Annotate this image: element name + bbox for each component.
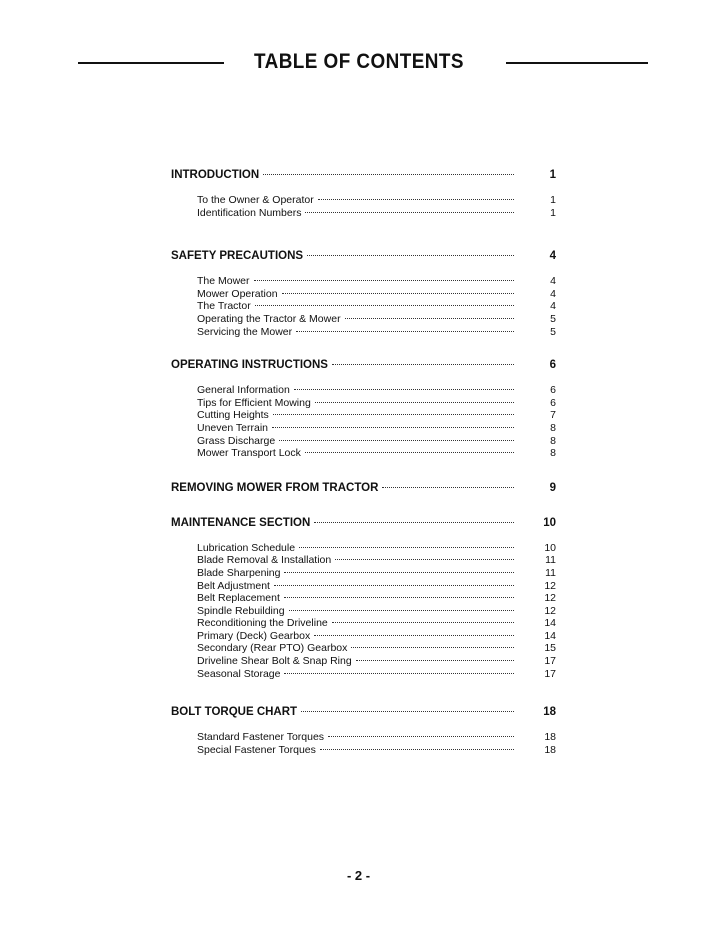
toc-entry[interactable] bbox=[197, 397, 556, 410]
toc-entry-label: Grass Discharge bbox=[197, 434, 276, 447]
toc-entry-page: 1 bbox=[550, 194, 556, 206]
toc-entry[interactable] bbox=[197, 384, 556, 397]
dot-leader bbox=[332, 363, 514, 365]
toc-entry-label: Special Fastener Torques bbox=[197, 743, 316, 756]
toc-entry[interactable] bbox=[197, 409, 556, 422]
toc-section bbox=[171, 168, 556, 219]
toc-entry-label: Servicing the Mower bbox=[197, 325, 293, 338]
dot-leader bbox=[382, 486, 514, 488]
toc-heading[interactable] bbox=[171, 481, 556, 495]
dot-leader bbox=[294, 388, 514, 390]
dot-leader bbox=[305, 211, 514, 213]
toc-entry-label: General Information bbox=[197, 384, 290, 397]
toc-entry[interactable] bbox=[197, 617, 556, 630]
toc-heading-page: 18 bbox=[543, 706, 556, 719]
toc-heading[interactable] bbox=[171, 249, 556, 263]
dot-leader bbox=[274, 584, 514, 586]
toc-entry-label: Cutting Heights bbox=[197, 409, 269, 422]
toc-entry-label: Tips for Efficient Mowing bbox=[197, 396, 311, 409]
title-rule-left bbox=[78, 62, 224, 64]
toc-heading-page: 1 bbox=[549, 169, 556, 181]
toc-entry-page: 18 bbox=[544, 743, 556, 756]
toc-entry[interactable] bbox=[197, 447, 556, 460]
toc-entry[interactable] bbox=[197, 567, 556, 580]
toc-entry-label: Belt Adjustment bbox=[197, 579, 270, 592]
dot-leader bbox=[284, 571, 514, 573]
dot-leader bbox=[305, 451, 514, 453]
toc-heading-label: OPERATING INSTRUCTIONS bbox=[171, 359, 328, 372]
dot-leader bbox=[315, 401, 514, 403]
toc-section bbox=[171, 249, 556, 338]
dot-leader bbox=[255, 304, 514, 306]
spacer bbox=[171, 182, 556, 194]
toc-entry[interactable] bbox=[197, 580, 556, 593]
toc-entry-page: 4 bbox=[550, 300, 556, 313]
toc-entry-page: 14 bbox=[544, 629, 556, 642]
dot-leader bbox=[314, 634, 514, 636]
toc-entry-label: Spindle Rebuilding bbox=[197, 604, 285, 617]
toc-entry[interactable] bbox=[197, 422, 556, 435]
toc-entry-label: Driveline Shear Bolt & Snap Ring bbox=[197, 655, 352, 668]
toc-entry-label: Primary (Deck) Gearbox bbox=[197, 629, 311, 642]
dot-leader bbox=[332, 621, 514, 623]
dot-leader bbox=[335, 558, 514, 560]
dot-leader bbox=[284, 596, 514, 598]
toc-heading-page: 9 bbox=[549, 481, 556, 494]
dot-leader bbox=[351, 646, 514, 648]
toc-entry[interactable] bbox=[197, 275, 556, 288]
toc-entry-page: 12 bbox=[544, 604, 556, 617]
toc-entry-page: 8 bbox=[550, 447, 556, 460]
toc-heading[interactable] bbox=[171, 705, 556, 719]
toc-entry-page: 4 bbox=[550, 275, 556, 288]
toc-heading-page: 10 bbox=[543, 516, 556, 529]
toc-entry-page: 8 bbox=[550, 421, 556, 434]
toc-entry-label: Uneven Terrain bbox=[197, 421, 269, 434]
toc-entry[interactable] bbox=[197, 630, 556, 643]
dot-leader bbox=[284, 672, 514, 674]
toc-section bbox=[171, 516, 556, 681]
page-number: - 2 - bbox=[346, 868, 371, 883]
dot-leader bbox=[356, 659, 514, 661]
dot-leader bbox=[299, 546, 514, 548]
toc-entry[interactable] bbox=[197, 207, 556, 220]
toc-entry-page: 18 bbox=[544, 731, 556, 744]
toc-heading-label: SAFETY PRECAUTIONS bbox=[171, 250, 304, 263]
dot-leader bbox=[314, 521, 514, 523]
toc-entry-page: 5 bbox=[550, 325, 556, 338]
toc-entry-label: Blade Removal & Installation bbox=[197, 554, 332, 567]
spacer bbox=[171, 372, 556, 384]
toc-entry[interactable] bbox=[197, 642, 556, 655]
toc-entry-page: 4 bbox=[550, 287, 556, 300]
toc-entry-page: 11 bbox=[545, 554, 556, 567]
toc-entry-page: 12 bbox=[544, 579, 556, 592]
toc-entry[interactable] bbox=[197, 668, 556, 681]
toc-entry-label: Mower Transport Lock bbox=[197, 447, 301, 460]
dot-leader bbox=[273, 413, 514, 415]
toc-entry-page: 12 bbox=[544, 592, 556, 605]
title-rule-right bbox=[506, 62, 648, 64]
toc-entry-page: 5 bbox=[550, 312, 556, 325]
dot-leader bbox=[307, 254, 514, 256]
toc-section bbox=[171, 358, 556, 460]
toc-entry-label: Operating the Tractor & Mower bbox=[197, 312, 341, 325]
dot-leader bbox=[289, 609, 514, 611]
toc-entry-page: 8 bbox=[550, 434, 556, 447]
dot-leader bbox=[282, 292, 514, 294]
toc-entry[interactable] bbox=[197, 435, 556, 448]
toc-entry[interactable] bbox=[197, 605, 556, 618]
toc-heading[interactable] bbox=[171, 168, 556, 182]
toc-entry-page: 1 bbox=[550, 206, 556, 219]
dot-leader bbox=[328, 735, 514, 737]
toc-entry-page: 6 bbox=[550, 384, 556, 397]
toc-entry-label: Lubrication Schedule bbox=[197, 541, 296, 554]
toc-heading-label: REMOVING MOWER FROM TRACTOR bbox=[171, 481, 379, 494]
toc-entry[interactable] bbox=[197, 194, 556, 207]
toc-section bbox=[171, 705, 556, 756]
toc-entry[interactable] bbox=[197, 655, 556, 668]
toc-entry-label: The Mower bbox=[197, 275, 250, 288]
dot-leader bbox=[254, 279, 514, 281]
dot-leader bbox=[272, 426, 514, 428]
toc-entry-page: 17 bbox=[544, 667, 556, 680]
toc-entry-label: Identification Numbers bbox=[197, 206, 302, 219]
toc-entry[interactable] bbox=[197, 554, 556, 567]
toc-entry[interactable] bbox=[197, 731, 556, 744]
toc-entry-page: 10 bbox=[544, 541, 556, 554]
toc-entry[interactable] bbox=[197, 288, 556, 301]
dot-leader bbox=[301, 710, 514, 712]
toc-heading-page: 6 bbox=[549, 359, 556, 372]
toc-entry-label: Mower Operation bbox=[197, 287, 278, 300]
toc-entry[interactable] bbox=[197, 326, 556, 339]
toc-entry-label: Reconditioning the Driveline bbox=[197, 617, 328, 630]
spacer bbox=[171, 530, 556, 542]
toc-entry[interactable] bbox=[197, 313, 556, 326]
dot-leader bbox=[296, 330, 514, 332]
toc-entry[interactable] bbox=[197, 542, 556, 555]
toc-entry-page: 17 bbox=[544, 655, 556, 668]
toc-entry-page: 15 bbox=[544, 642, 556, 655]
page-header bbox=[78, 50, 648, 80]
toc-entry-label: To the Owner & Operator bbox=[197, 194, 314, 206]
dot-leader bbox=[320, 748, 514, 750]
toc-entry-label: Standard Fastener Torques bbox=[197, 731, 325, 744]
toc-entry-label: Belt Replacement bbox=[197, 592, 280, 605]
dot-leader bbox=[345, 317, 514, 319]
toc-entry-label: Seasonal Storage bbox=[197, 667, 281, 680]
dot-leader bbox=[279, 439, 514, 441]
toc-entry-label: The Tractor bbox=[197, 300, 251, 313]
toc-heading[interactable] bbox=[171, 358, 556, 372]
toc-heading-page: 4 bbox=[549, 250, 556, 263]
table-of-contents bbox=[171, 168, 556, 756]
toc-entry-page: 7 bbox=[550, 409, 556, 422]
toc-section bbox=[171, 481, 556, 495]
spacer bbox=[171, 719, 556, 731]
page-title: TABLE OF CONTENTS bbox=[254, 50, 464, 73]
toc-entry-page: 11 bbox=[545, 566, 556, 579]
toc-entry-label: Secondary (Rear PTO) Gearbox bbox=[197, 642, 348, 655]
dot-leader bbox=[263, 173, 514, 175]
toc-entry[interactable] bbox=[197, 300, 556, 313]
toc-entry-page: 6 bbox=[550, 396, 556, 409]
toc-heading-label: MAINTENANCE SECTION bbox=[171, 516, 311, 529]
toc-entry[interactable] bbox=[197, 592, 556, 605]
toc-heading-label: BOLT TORQUE CHART bbox=[171, 706, 298, 719]
toc-entry-label: Blade Sharpening bbox=[197, 566, 281, 579]
dot-leader bbox=[318, 198, 514, 200]
toc-heading[interactable] bbox=[171, 516, 556, 530]
toc-entry-page: 14 bbox=[544, 617, 556, 630]
spacer bbox=[171, 263, 556, 275]
toc-heading-label: INTRODUCTION bbox=[171, 169, 260, 181]
toc-entry[interactable] bbox=[197, 744, 556, 757]
